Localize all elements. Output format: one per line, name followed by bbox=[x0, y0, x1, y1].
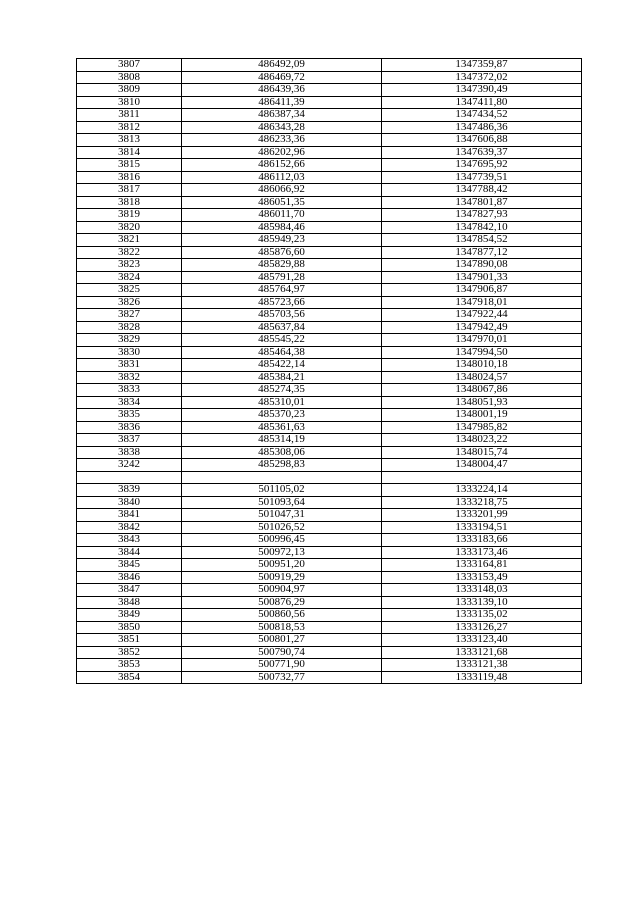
x-coordinate-cell: 486387,34 bbox=[182, 109, 382, 122]
table-row bbox=[77, 446, 582, 459]
table-row bbox=[77, 621, 582, 634]
x-coordinate-cell: 486233,36 bbox=[182, 134, 382, 147]
point-number-cell: 3828 bbox=[77, 321, 182, 334]
y-coordinate-cell: 1333173,46 bbox=[382, 546, 582, 559]
table-row bbox=[77, 571, 582, 584]
point-number-cell: 3811 bbox=[77, 109, 182, 122]
y-coordinate-cell: 1333224,14 bbox=[382, 484, 582, 497]
table-row bbox=[77, 534, 582, 547]
point-number-cell: 3824 bbox=[77, 271, 182, 284]
point-number-cell: 3834 bbox=[77, 396, 182, 409]
y-coordinate-cell: 1333123,40 bbox=[382, 634, 582, 647]
point-number-cell: 3853 bbox=[77, 659, 182, 672]
x-coordinate-cell: 485314,19 bbox=[182, 434, 382, 447]
x-coordinate-cell: 485723,66 bbox=[182, 296, 382, 309]
y-coordinate-cell: 1347390,49 bbox=[382, 84, 582, 97]
point-number-cell: 3854 bbox=[77, 671, 182, 684]
y-coordinate-cell: 1347359,87 bbox=[382, 59, 582, 72]
table-row bbox=[77, 521, 582, 534]
y-coordinate-cell: 1347788,42 bbox=[382, 184, 582, 197]
table-row bbox=[77, 346, 582, 359]
table-row bbox=[77, 396, 582, 409]
table-row bbox=[77, 371, 582, 384]
table-row bbox=[77, 221, 582, 234]
point-number-cell: 3845 bbox=[77, 559, 182, 572]
y-coordinate-cell: 1347877,12 bbox=[382, 246, 582, 259]
table-row bbox=[77, 296, 582, 309]
point-number-cell: 3846 bbox=[77, 571, 182, 584]
y-coordinate-cell: 1347827,93 bbox=[382, 209, 582, 222]
y-coordinate-cell: 1333194,51 bbox=[382, 521, 582, 534]
x-coordinate-cell: 486343,28 bbox=[182, 121, 382, 134]
x-coordinate-cell: 500996,45 bbox=[182, 534, 382, 547]
table-row bbox=[77, 584, 582, 597]
x-coordinate-cell: 485637,84 bbox=[182, 321, 382, 334]
x-coordinate-cell: 501093,64 bbox=[182, 496, 382, 509]
point-number-cell: 3823 bbox=[77, 259, 182, 272]
x-coordinate-cell: 485984,46 bbox=[182, 221, 382, 234]
point-number-cell: 3832 bbox=[77, 371, 182, 384]
table-row bbox=[77, 546, 582, 559]
x-coordinate-cell: 486492,09 bbox=[182, 59, 382, 72]
table-row bbox=[77, 321, 582, 334]
point-number-cell: 3841 bbox=[77, 509, 182, 522]
x-coordinate-cell: 486051,35 bbox=[182, 196, 382, 209]
point-number-cell: 3813 bbox=[77, 134, 182, 147]
point-number-cell: 3814 bbox=[77, 146, 182, 159]
table-row bbox=[77, 434, 582, 447]
y-coordinate-cell: 1333153,49 bbox=[382, 571, 582, 584]
point-number-cell: 3838 bbox=[77, 446, 182, 459]
point-number-cell: 3818 bbox=[77, 196, 182, 209]
table-row bbox=[77, 509, 582, 522]
y-coordinate-cell: 1347842,10 bbox=[382, 221, 582, 234]
table-row bbox=[77, 146, 582, 159]
table-row bbox=[77, 96, 582, 109]
point-number-cell: 3835 bbox=[77, 409, 182, 422]
point-number-cell: 3829 bbox=[77, 334, 182, 347]
x-coordinate-cell: 486439,36 bbox=[182, 84, 382, 97]
table-row bbox=[77, 184, 582, 197]
y-coordinate-cell: 1347434,52 bbox=[382, 109, 582, 122]
x-coordinate-cell: 500972,13 bbox=[182, 546, 382, 559]
coordinates-table-body bbox=[77, 59, 582, 684]
y-coordinate-cell: 1333201,99 bbox=[382, 509, 582, 522]
table-row bbox=[77, 246, 582, 259]
x-coordinate-cell: 485422,14 bbox=[182, 359, 382, 372]
point-number-cell: 3809 bbox=[77, 84, 182, 97]
table-row bbox=[77, 159, 582, 172]
x-coordinate-cell: 485310,01 bbox=[182, 396, 382, 409]
y-coordinate-cell: 1333119,48 bbox=[382, 671, 582, 684]
table-row bbox=[77, 659, 582, 672]
y-coordinate-cell: 1347801,87 bbox=[382, 196, 582, 209]
y-coordinate-cell: 1333126,27 bbox=[382, 621, 582, 634]
table-row bbox=[77, 309, 582, 322]
x-coordinate-cell: 486112,03 bbox=[182, 171, 382, 184]
table-row bbox=[77, 646, 582, 659]
y-coordinate-cell: 1347942,49 bbox=[382, 321, 582, 334]
point-number-cell: 3839 bbox=[77, 484, 182, 497]
x-coordinate-cell: 486202,96 bbox=[182, 146, 382, 159]
x-coordinate-cell: 486066,92 bbox=[182, 184, 382, 197]
y-coordinate-cell: 1348004,47 bbox=[382, 459, 582, 472]
y-coordinate-cell: 1347695,92 bbox=[382, 159, 582, 172]
y-coordinate-cell: 1348010,18 bbox=[382, 359, 582, 372]
point-number-cell: 3827 bbox=[77, 309, 182, 322]
table-row bbox=[77, 196, 582, 209]
point-number-cell: 3852 bbox=[77, 646, 182, 659]
y-coordinate-cell: 1333139,10 bbox=[382, 596, 582, 609]
table-row bbox=[77, 109, 582, 122]
point-number-cell: 3817 bbox=[77, 184, 182, 197]
table-row bbox=[77, 271, 582, 284]
x-coordinate-cell: 485829,88 bbox=[182, 259, 382, 272]
y-coordinate-cell: 1347970,01 bbox=[382, 334, 582, 347]
point-number-cell: 3815 bbox=[77, 159, 182, 172]
x-coordinate-cell bbox=[182, 471, 382, 484]
x-coordinate-cell: 485464,38 bbox=[182, 346, 382, 359]
x-coordinate-cell: 486411,39 bbox=[182, 96, 382, 109]
point-number-cell: 3833 bbox=[77, 384, 182, 397]
y-coordinate-cell: 1347411,80 bbox=[382, 96, 582, 109]
table-row bbox=[77, 559, 582, 572]
y-coordinate-cell: 1333135,02 bbox=[382, 609, 582, 622]
y-coordinate-cell: 1348001,19 bbox=[382, 409, 582, 422]
point-number-cell: 3849 bbox=[77, 609, 182, 622]
point-number-cell: 3847 bbox=[77, 584, 182, 597]
y-coordinate-cell: 1347918,01 bbox=[382, 296, 582, 309]
x-coordinate-cell: 501105,02 bbox=[182, 484, 382, 497]
table-row bbox=[77, 259, 582, 272]
x-coordinate-cell: 500818,53 bbox=[182, 621, 382, 634]
point-number-cell bbox=[77, 471, 182, 484]
y-coordinate-cell: 1348024,57 bbox=[382, 371, 582, 384]
y-coordinate-cell: 1347901,33 bbox=[382, 271, 582, 284]
point-number-cell: 3812 bbox=[77, 121, 182, 134]
x-coordinate-cell: 500732,77 bbox=[182, 671, 382, 684]
x-coordinate-cell: 485361,63 bbox=[182, 421, 382, 434]
point-number-cell: 3836 bbox=[77, 421, 182, 434]
x-coordinate-cell: 500860,56 bbox=[182, 609, 382, 622]
y-coordinate-cell: 1333164,81 bbox=[382, 559, 582, 572]
point-number-cell: 3242 bbox=[77, 459, 182, 472]
y-coordinate-cell: 1348067,86 bbox=[382, 384, 582, 397]
x-coordinate-cell: 500801,27 bbox=[182, 634, 382, 647]
y-coordinate-cell: 1333218,75 bbox=[382, 496, 582, 509]
point-number-cell: 3816 bbox=[77, 171, 182, 184]
y-coordinate-cell: 1347606,88 bbox=[382, 134, 582, 147]
y-coordinate-cell: 1347739,51 bbox=[382, 171, 582, 184]
x-coordinate-cell: 500951,20 bbox=[182, 559, 382, 572]
x-coordinate-cell: 500771,90 bbox=[182, 659, 382, 672]
point-number-cell: 3830 bbox=[77, 346, 182, 359]
table-row bbox=[77, 334, 582, 347]
table-row bbox=[77, 634, 582, 647]
point-number-cell: 3808 bbox=[77, 71, 182, 84]
table-row bbox=[77, 671, 582, 684]
y-coordinate-cell: 1347639,37 bbox=[382, 146, 582, 159]
x-coordinate-cell: 501026,52 bbox=[182, 521, 382, 534]
y-coordinate-cell: 1333121,68 bbox=[382, 646, 582, 659]
y-coordinate-cell: 1333121,38 bbox=[382, 659, 582, 672]
coordinates-table bbox=[76, 58, 582, 684]
y-coordinate-cell: 1348051,93 bbox=[382, 396, 582, 409]
table-row bbox=[77, 284, 582, 297]
point-number-cell: 3822 bbox=[77, 246, 182, 259]
table-row bbox=[77, 134, 582, 147]
y-coordinate-cell: 1347486,36 bbox=[382, 121, 582, 134]
y-coordinate-cell: 1347985,82 bbox=[382, 421, 582, 434]
table-row bbox=[77, 384, 582, 397]
table-row bbox=[77, 234, 582, 247]
point-number-cell: 3840 bbox=[77, 496, 182, 509]
table-row bbox=[77, 409, 582, 422]
table-row bbox=[77, 459, 582, 472]
table-row bbox=[77, 421, 582, 434]
table-row bbox=[77, 171, 582, 184]
x-coordinate-cell: 485703,56 bbox=[182, 309, 382, 322]
x-coordinate-cell: 485949,23 bbox=[182, 234, 382, 247]
table-row bbox=[77, 209, 582, 222]
point-number-cell: 3819 bbox=[77, 209, 182, 222]
x-coordinate-cell: 485876,60 bbox=[182, 246, 382, 259]
point-number-cell: 3807 bbox=[77, 59, 182, 72]
table-row bbox=[77, 359, 582, 372]
x-coordinate-cell: 501047,31 bbox=[182, 509, 382, 522]
point-number-cell: 3851 bbox=[77, 634, 182, 647]
point-number-cell: 3848 bbox=[77, 596, 182, 609]
x-coordinate-cell: 485274,35 bbox=[182, 384, 382, 397]
table-row bbox=[77, 496, 582, 509]
x-coordinate-cell: 500904,97 bbox=[182, 584, 382, 597]
table-row bbox=[77, 71, 582, 84]
table-row bbox=[77, 609, 582, 622]
x-coordinate-cell: 485308,06 bbox=[182, 446, 382, 459]
table-row bbox=[77, 596, 582, 609]
point-number-cell: 3831 bbox=[77, 359, 182, 372]
table-row bbox=[77, 121, 582, 134]
x-coordinate-cell: 485370,23 bbox=[182, 409, 382, 422]
point-number-cell: 3825 bbox=[77, 284, 182, 297]
y-coordinate-cell: 1347906,87 bbox=[382, 284, 582, 297]
y-coordinate-cell: 1333148,03 bbox=[382, 584, 582, 597]
y-coordinate-cell: 1348015,74 bbox=[382, 446, 582, 459]
y-coordinate-cell: 1347854,52 bbox=[382, 234, 582, 247]
point-number-cell: 3826 bbox=[77, 296, 182, 309]
point-number-cell: 3850 bbox=[77, 621, 182, 634]
x-coordinate-cell: 485545,22 bbox=[182, 334, 382, 347]
y-coordinate-cell: 1347994,50 bbox=[382, 346, 582, 359]
y-coordinate-cell bbox=[382, 471, 582, 484]
y-coordinate-cell: 1348023,22 bbox=[382, 434, 582, 447]
y-coordinate-cell: 1347890,08 bbox=[382, 259, 582, 272]
x-coordinate-cell: 485791,28 bbox=[182, 271, 382, 284]
table-row bbox=[77, 59, 582, 72]
x-coordinate-cell: 500919,29 bbox=[182, 571, 382, 584]
point-number-cell: 3820 bbox=[77, 221, 182, 234]
point-number-cell: 3821 bbox=[77, 234, 182, 247]
point-number-cell: 3844 bbox=[77, 546, 182, 559]
table-row bbox=[77, 84, 582, 97]
x-coordinate-cell: 486469,72 bbox=[182, 71, 382, 84]
y-coordinate-cell: 1347922,44 bbox=[382, 309, 582, 322]
x-coordinate-cell: 500790,74 bbox=[182, 646, 382, 659]
y-coordinate-cell: 1333183,66 bbox=[382, 534, 582, 547]
x-coordinate-cell: 486152,66 bbox=[182, 159, 382, 172]
point-number-cell: 3837 bbox=[77, 434, 182, 447]
x-coordinate-cell: 500876,29 bbox=[182, 596, 382, 609]
point-number-cell: 3843 bbox=[77, 534, 182, 547]
point-number-cell: 3810 bbox=[77, 96, 182, 109]
x-coordinate-cell: 486011,70 bbox=[182, 209, 382, 222]
x-coordinate-cell: 485298,83 bbox=[182, 459, 382, 472]
y-coordinate-cell: 1347372,02 bbox=[382, 71, 582, 84]
table-row bbox=[77, 484, 582, 497]
point-number-cell: 3842 bbox=[77, 521, 182, 534]
x-coordinate-cell: 485764,97 bbox=[182, 284, 382, 297]
table-row bbox=[77, 471, 582, 484]
x-coordinate-cell: 485384,21 bbox=[182, 371, 382, 384]
